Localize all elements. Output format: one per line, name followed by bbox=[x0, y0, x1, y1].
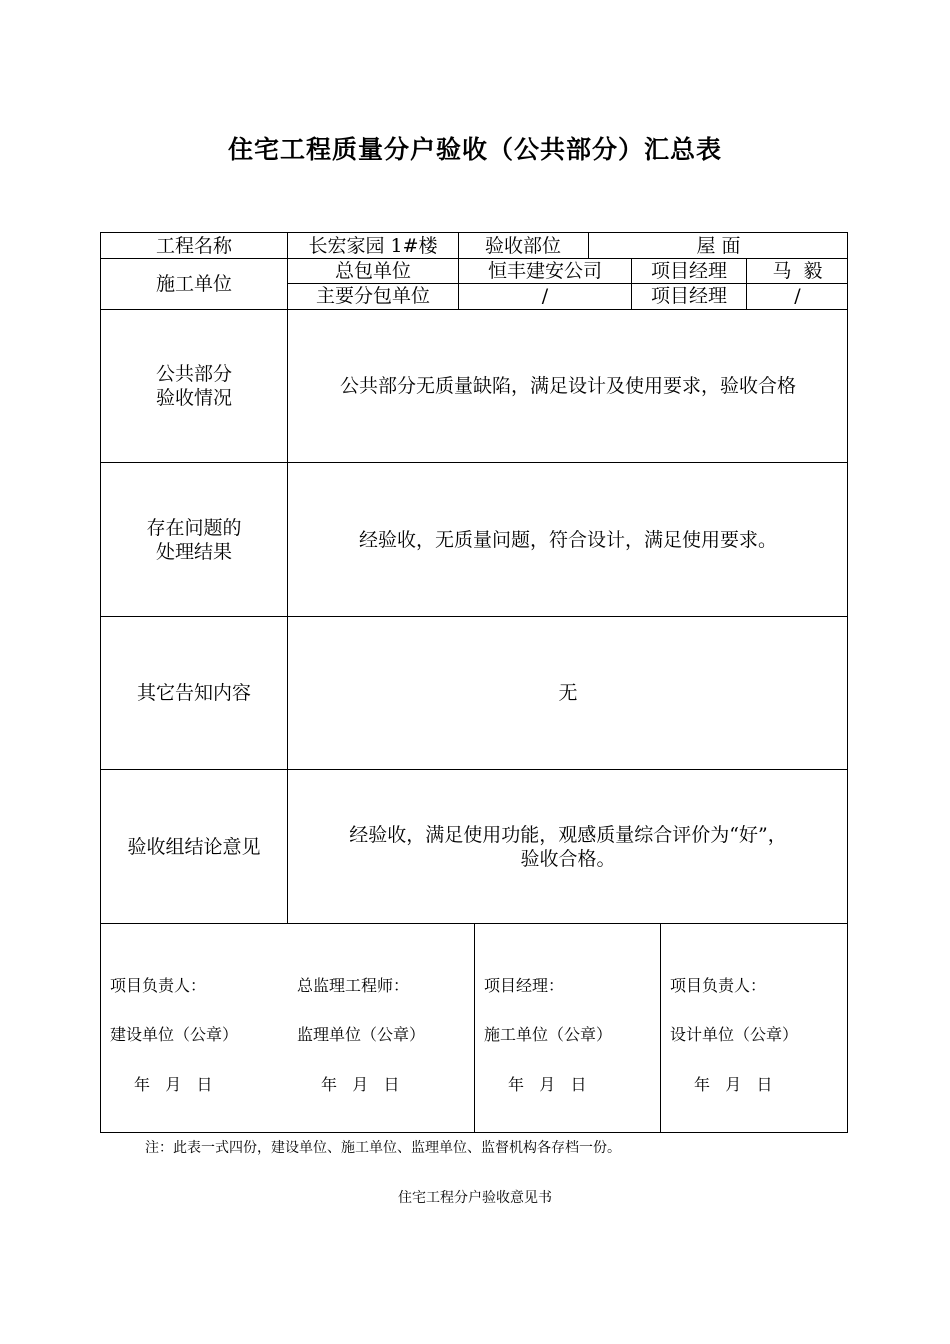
acceptance-part-label: 验收部位 bbox=[484, 234, 561, 257]
signature-cell-supervisor bbox=[287, 923, 474, 1133]
section-label-line: 处理结果 bbox=[155, 540, 232, 563]
conclusion-line: 经验收，满足使用功能，观感质量综合评价为“好”， bbox=[349, 823, 787, 846]
signature-date: 年 月 日 bbox=[321, 1075, 400, 1094]
signature-unit: 建设单位（公章） bbox=[110, 1025, 239, 1044]
general-contractor-value: 恒丰建安公司 bbox=[487, 260, 602, 282]
section-label-issue-handling bbox=[100, 462, 288, 617]
signature-role: 项目经理： bbox=[484, 976, 565, 995]
signature-role: 项目负责人： bbox=[110, 976, 207, 995]
project-manager-label: 项目经理 bbox=[650, 260, 727, 282]
page-footer: 住宅工程分户验收意见书 bbox=[398, 1190, 552, 1206]
project-name-label: 工程名称 bbox=[155, 234, 232, 257]
section-content-other-notices: 无 bbox=[558, 682, 578, 704]
signature-cell-designer bbox=[660, 923, 847, 1133]
sub-project-manager-value: / bbox=[794, 285, 801, 307]
section-content-public-inspection: 公共部分无质量缺陷，满足设计及使用要求，验收合格 bbox=[339, 375, 796, 397]
section-label-conclusion: 验收组结论意见 bbox=[127, 835, 261, 858]
section-content-conclusion bbox=[288, 769, 848, 924]
signature-unit: 施工单位（公章） bbox=[484, 1025, 613, 1044]
signature-role: 项目负责人： bbox=[670, 976, 767, 995]
signature-role: 总监理工程师： bbox=[297, 976, 410, 995]
construction-unit-label: 施工单位 bbox=[155, 273, 232, 295]
section-content-issue-handling: 经验收，无质量问题，符合设计，满足使用要求。 bbox=[358, 528, 777, 551]
signature-unit: 监理单位（公章） bbox=[297, 1025, 426, 1044]
section-label-line: 存在问题的 bbox=[146, 516, 242, 539]
subcontractor-value: / bbox=[541, 285, 549, 307]
acceptance-part-value: 屋 面 bbox=[696, 234, 741, 257]
general-contractor-label: 总包单位 bbox=[334, 260, 411, 282]
signature-date: 年 月 日 bbox=[508, 1075, 587, 1094]
signature-date: 年 月 日 bbox=[694, 1075, 773, 1094]
page-title: 住宅工程质量分户验收（公共部分）汇总表 bbox=[227, 135, 722, 164]
table-note: 注：此表一式四份，建设单位、施工单位、监理单位、监督机构各存档一份。 bbox=[145, 1140, 621, 1156]
signature-unit: 设计单位（公章） bbox=[670, 1025, 799, 1044]
section-label-other-notices: 其它告知内容 bbox=[136, 682, 251, 704]
sub-project-manager-label: 项目经理 bbox=[650, 285, 727, 307]
section-label-line: 公共部分 bbox=[155, 363, 232, 385]
section-label-public-inspection bbox=[100, 309, 288, 463]
conclusion-line: 验收合格。 bbox=[520, 847, 616, 870]
signature-cell-owner bbox=[100, 923, 287, 1133]
section-label-line: 验收情况 bbox=[155, 387, 232, 409]
subcontractor-label: 主要分包单位 bbox=[315, 285, 430, 307]
project-name-value: 长宏家园 1#楼 bbox=[308, 234, 438, 257]
signature-date: 年 月 日 bbox=[134, 1075, 213, 1094]
project-manager-value: 马 毅 bbox=[772, 260, 823, 282]
signature-cell-contractor bbox=[474, 923, 660, 1133]
